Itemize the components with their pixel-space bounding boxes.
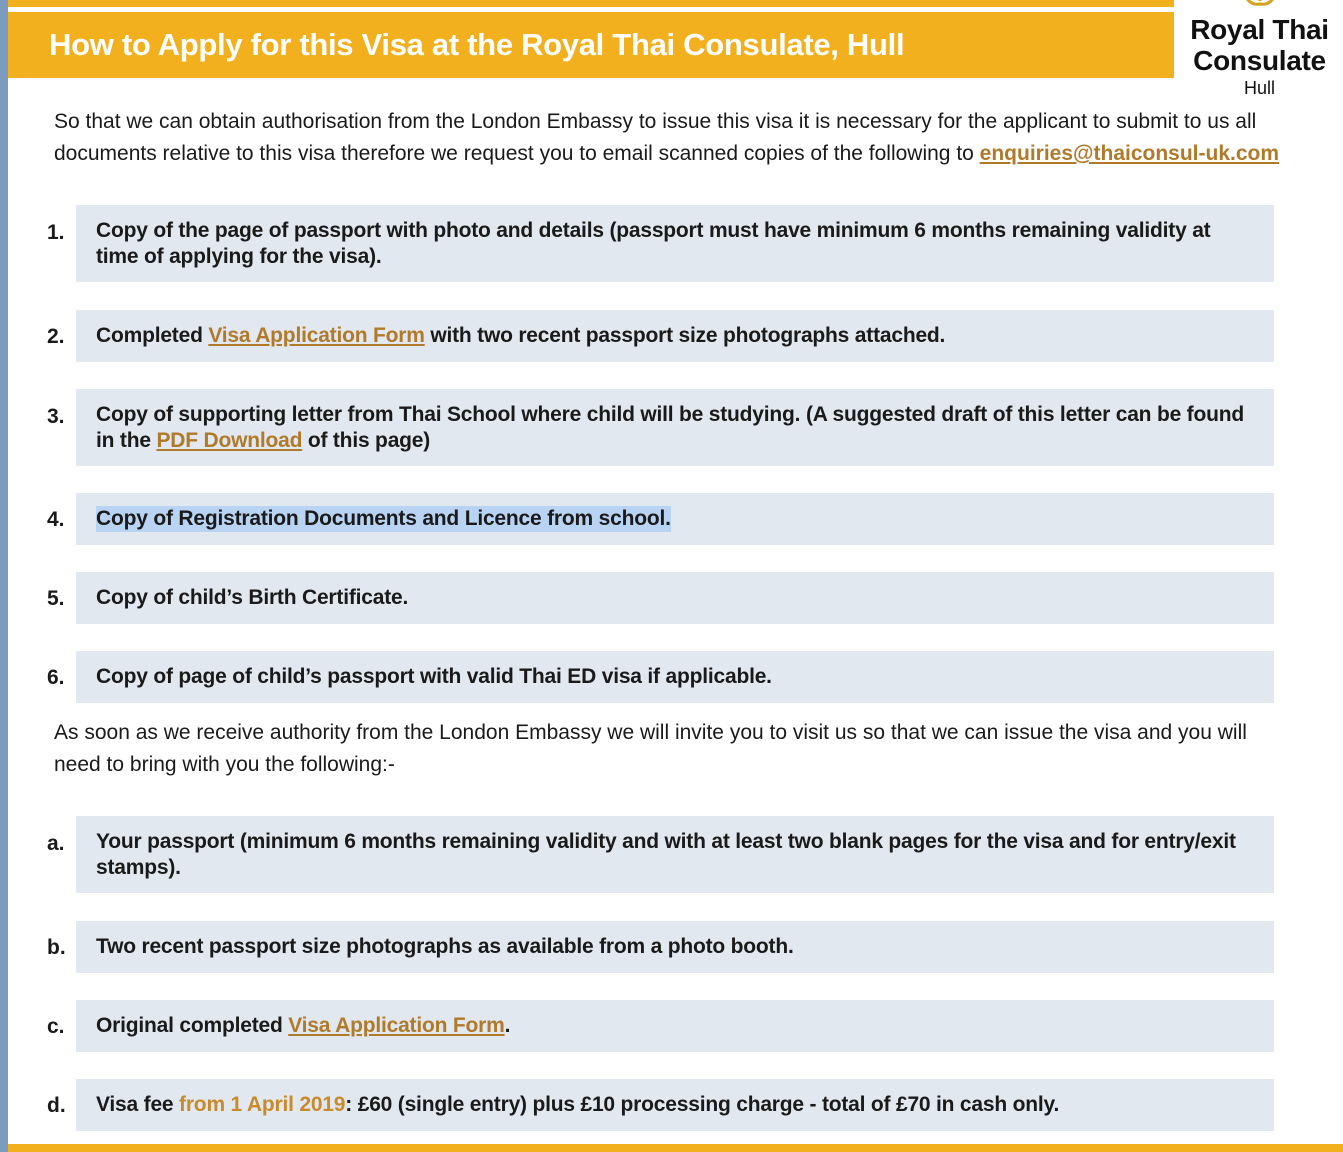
list-marker: b. xyxy=(47,936,66,959)
list-item-text: Copy of supporting letter from Thai School where child will be studying. (A suggested draft of this letter can be found in the PDF Download of this page) xyxy=(96,402,1244,452)
consulate-logo xyxy=(1176,0,1343,104)
list-item-text-selected: Copy of Registration Documents and Licence from school. xyxy=(96,507,671,530)
list-marker: 6. xyxy=(47,666,65,689)
list-item-box xyxy=(76,921,1274,973)
list-marker: 3. xyxy=(47,405,65,428)
logo-subtitle: Hull xyxy=(1243,78,1275,98)
logo-line-1: Royal Thai xyxy=(1190,14,1329,45)
intro-paragraph xyxy=(54,106,1294,170)
bottom-accent-rule xyxy=(8,1144,1343,1152)
list-item-text: Completed Visa Application Form with two recent passport size photographs attached. xyxy=(96,324,946,347)
list-item-box xyxy=(76,651,1274,703)
list-item-box xyxy=(76,572,1274,624)
visa-application-form-link[interactable]: Visa Application Form xyxy=(288,1014,505,1037)
emblem-icon xyxy=(1240,0,1280,8)
fee-date-highlight: from 1 April 2019 xyxy=(179,1093,346,1116)
list-marker: 2. xyxy=(47,325,65,348)
list-marker: 4. xyxy=(47,508,65,531)
list-item-box xyxy=(76,1000,1274,1052)
list-marker: 5. xyxy=(47,587,65,610)
list-item-box xyxy=(76,1079,1274,1131)
list-item-text: Visa fee from 1 April 2019: £60 (single entry) plus £10 processing charge - total of £70 in cash only. xyxy=(96,1093,1060,1116)
visa-application-form-link[interactable]: Visa Application Form xyxy=(208,324,425,347)
list-item-text: Copy of page of child’s passport with valid Thai ED visa if applicable. xyxy=(96,665,772,688)
list-marker: a. xyxy=(47,832,65,855)
intro-text: So that we can obtain authorisation from the London Embassy to issue this visa it is necessary for the applicant to submit to us all documents relative to this visa therefore we request you to email scanned copies of the following to xyxy=(54,110,1257,165)
top-accent-rule xyxy=(8,0,1174,7)
list-item-box xyxy=(76,493,1274,545)
list-item-box xyxy=(76,816,1274,893)
page-title: How to Apply for this Visa at the Royal Thai Consulate, Hull xyxy=(49,27,905,62)
logo-line-2: Consulate xyxy=(1193,45,1326,76)
list-item-box xyxy=(76,389,1274,466)
list-marker: 1. xyxy=(47,221,65,244)
list-item-box xyxy=(76,205,1274,282)
list-item-text: Original completed Visa Application Form. xyxy=(96,1014,511,1037)
list-item-text: Two recent passport size photographs as available from a photo booth. xyxy=(96,935,794,958)
header-banner xyxy=(8,12,1174,78)
left-accent-rule xyxy=(0,0,8,1152)
list-item-text: Copy of child’s Birth Certificate. xyxy=(96,586,409,609)
list-marker: c. xyxy=(47,1015,65,1038)
list-item-box xyxy=(76,310,1274,362)
email-link[interactable]: enquiries@thaiconsul-uk.com xyxy=(979,142,1280,165)
list-item-text: Your passport (minimum 6 months remaining validity and with at least two blank pages for the visa and for entry/exit stamps). xyxy=(96,829,1236,879)
list-marker: d. xyxy=(47,1094,66,1117)
list-item-text: Copy of the page of passport with photo and details (passport must have minimum 6 months remaining validity at time of applying for the visa). xyxy=(96,218,1211,268)
pdf-download-link[interactable]: PDF Download xyxy=(156,428,303,452)
bring-intro-paragraph: As soon as we receive authority from the London Embassy we will invite you to visit us so that we can issue the visa and you will need to bring with you the following:- xyxy=(54,721,1247,776)
